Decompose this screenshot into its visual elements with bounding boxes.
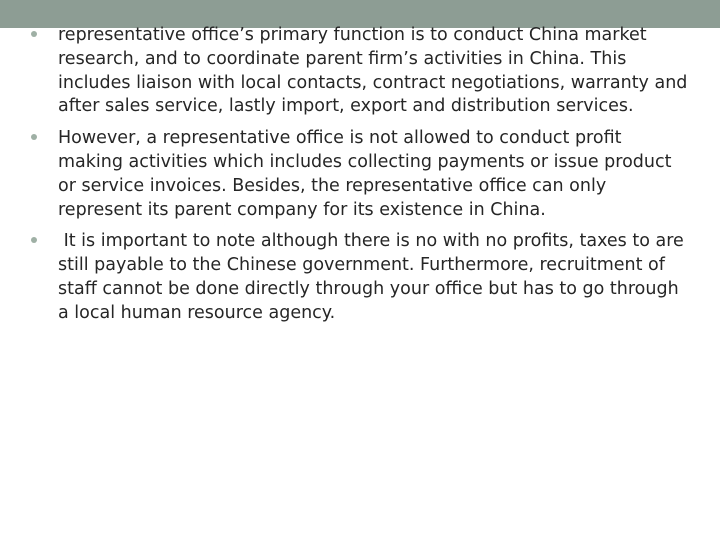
bullet-point-icon: [31, 134, 37, 140]
bullet-text-3: It is important to note although there is no with no profits, taxes to are still payable to the Chinese government. Furthermore, recruitment of staff cannot be done directly through your office but has to go through a local human resource agency.: [58, 231, 690, 323]
bullet-item-1: [30, 24, 693, 119]
bullet-list: [30, 24, 693, 326]
bullet-item-3: [30, 230, 690, 325]
bullet-point-icon: [31, 31, 37, 37]
bullet-text-2: However, a representative office is not allowed to conduct profit making activities which includes collecting payments or issue product or service invoices. Besides, the representative office can only represent its parent company for its existence in China.: [58, 128, 678, 220]
bullet-point-icon: [31, 237, 37, 243]
bullet-item-2: [30, 127, 690, 222]
slide-content: [30, 24, 693, 334]
bullet-text-1: representative office’s primary function is to conduct China market research, and to coordinate parent firm’s activities in China. This includes liaison with local contacts, contract negotiations, warranty and after sales service, lastly import, export and distribution services.: [58, 25, 693, 117]
